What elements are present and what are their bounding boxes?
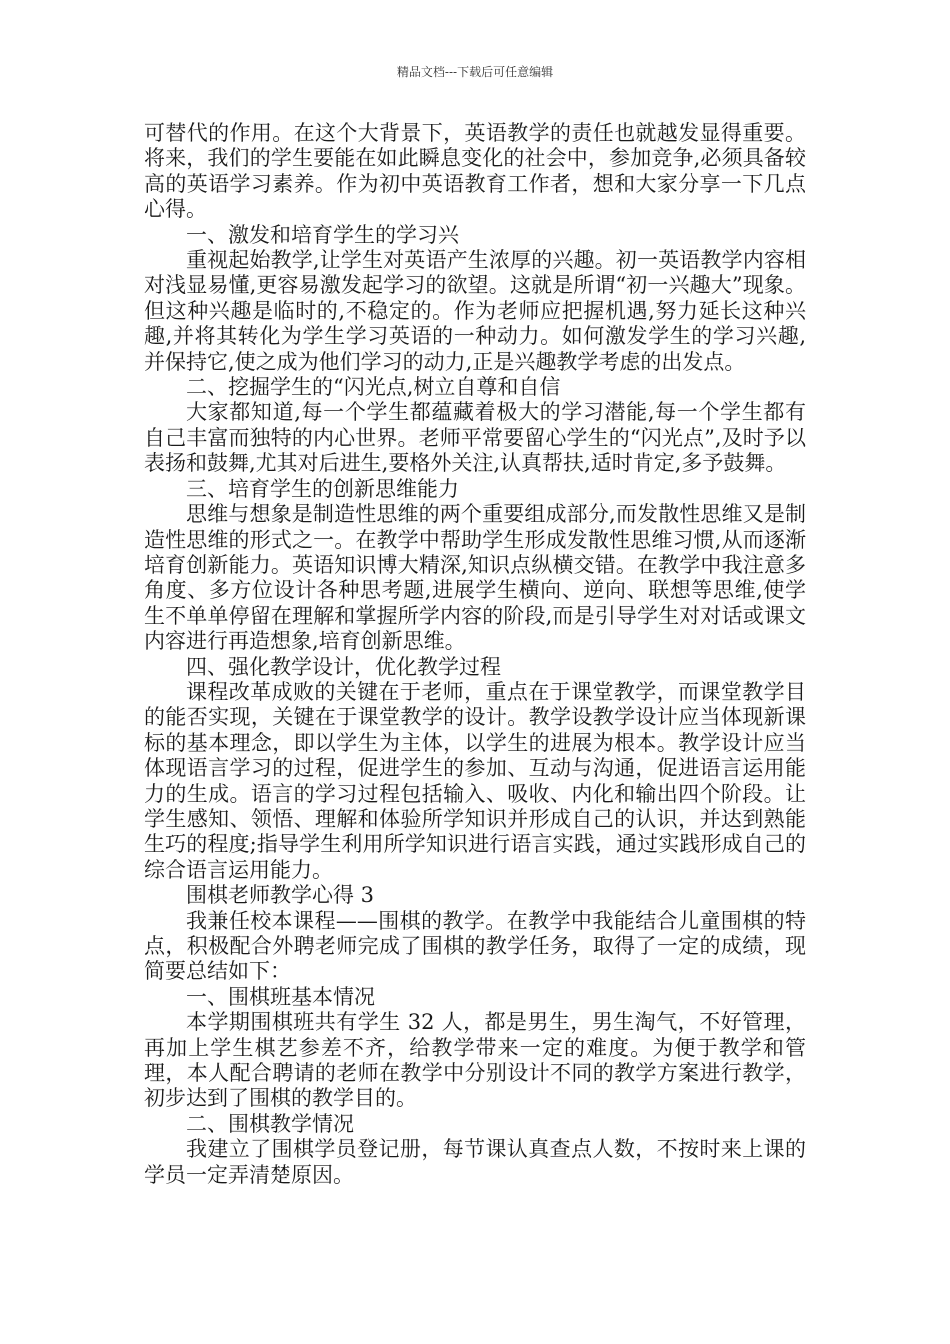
paragraph: 重视起始教学,让学生对英语产生浓厚的兴趣。初一英语教学内容相对浅显易懂,更容易激发起学习的欲望。这就是所谓“初一兴趣大”现象。但这种兴趣是临时的,不稳定的。作为老师应把握机遇,努力延长这种兴趣,并将其转化为学生学习英语的一种动力。如何激发学生的学习兴趣,并保持它,使之成为他们学习的动力,正是兴趣教学考虑的出发点。 xyxy=(144,248,806,374)
document-body xyxy=(144,121,806,1188)
paragraph: 思维与想象是制造性思维的两个重要组成部分,而发散性思维又是制造性思维的形式之一。在教学中帮助学生形成发散性思维习惯,从而逐渐培育创新能力。英语知识博大精深,知识点纵横交错。在教学中我注意多角度、多方位设计各种思考题,进展学生横向、逆向、联想等思维,使学生不单单停留在理解和掌握所学内容的阶段,而是引导学生对对话或课文内容进行再造想象,培育创新思维。 xyxy=(144,502,806,654)
section-heading: 一、围棋班基本情况 xyxy=(186,984,375,1009)
section-heading: 围棋老师教学心得 3 xyxy=(186,883,375,908)
paragraph: 课程改革成败的关键在于老师，重点在于课堂教学，而课堂教学目的能否实现，关键在于课堂教学的设计。教学设教学设计应当体现新课标的基本理念，即以学生为主体，以学生的进展为根本。教学设计应当体现语言学习的过程，促进学生的参加、互动与沟通，促进语言运用能力的生成。语言的学习过程包括输入、吸收、内化和输出四个阶段。让学生感知、领悟、理解和体验所学知识并形成自己的认识，并达到熟能生巧的程度;指导学生利用所学知识进行语言实践，通过实践形成自己的综合语言运用能力。 xyxy=(144,679,806,882)
section-heading: 二、围棋教学情况 xyxy=(186,1111,354,1136)
paragraph: 大家都知道,每一个学生都蕴藏着极大的学习潜能,每一个学生都有自己丰富而独特的内心世界。老师平常要留心学生的“闪光点”,及时予以表扬和鼓舞,尤其对后进生,要格外关注,认真帮扶,适时肯定,多予鼓舞。 xyxy=(144,400,806,476)
paragraph: 我建立了围棋学员登记册，每节课认真查点人数，不按时来上课的学员一定弄清楚原因。 xyxy=(144,1137,806,1187)
section-heading: 四、强化教学设计，优化教学过程 xyxy=(186,654,501,679)
paragraph: 可替代的作用。在这个大背景下，英语教学的责任也就越发显得重要。将来，我们的学生要能在如此瞬息变化的社会中，参加竞争,必须具备较高的英语学习素养。作为初中英语教育工作者，想和大家分享一下几点心得。 xyxy=(144,121,806,222)
section-heading: 三、培育学生的创新思维能力 xyxy=(186,476,459,501)
page-header: 精品文档---下载后可任意编辑 xyxy=(396,65,554,79)
paragraph: 本学期围棋班共有学生 32 人，都是男生，男生淘气，不好管理，再加上学生棋艺参差不齐，给教学带来一定的难度。为便于教学和管理，本人配合聘请的老师在教学中分别设计不同的教学方案进行教学，初步达到了围棋的教学目的。 xyxy=(144,1010,806,1111)
section-heading: 二、挖掘学生的“闪光点,树立自尊和自信 xyxy=(186,375,561,400)
paragraph: 我兼任校本课程——围棋的教学。在教学中我能结合儿童围棋的特点，积极配合外聘老师完成了围棋的教学任务，取得了一定的成绩，现简要总结如下： xyxy=(144,908,806,984)
section-heading: 一、激发和培育学生的学习兴 xyxy=(186,222,459,247)
